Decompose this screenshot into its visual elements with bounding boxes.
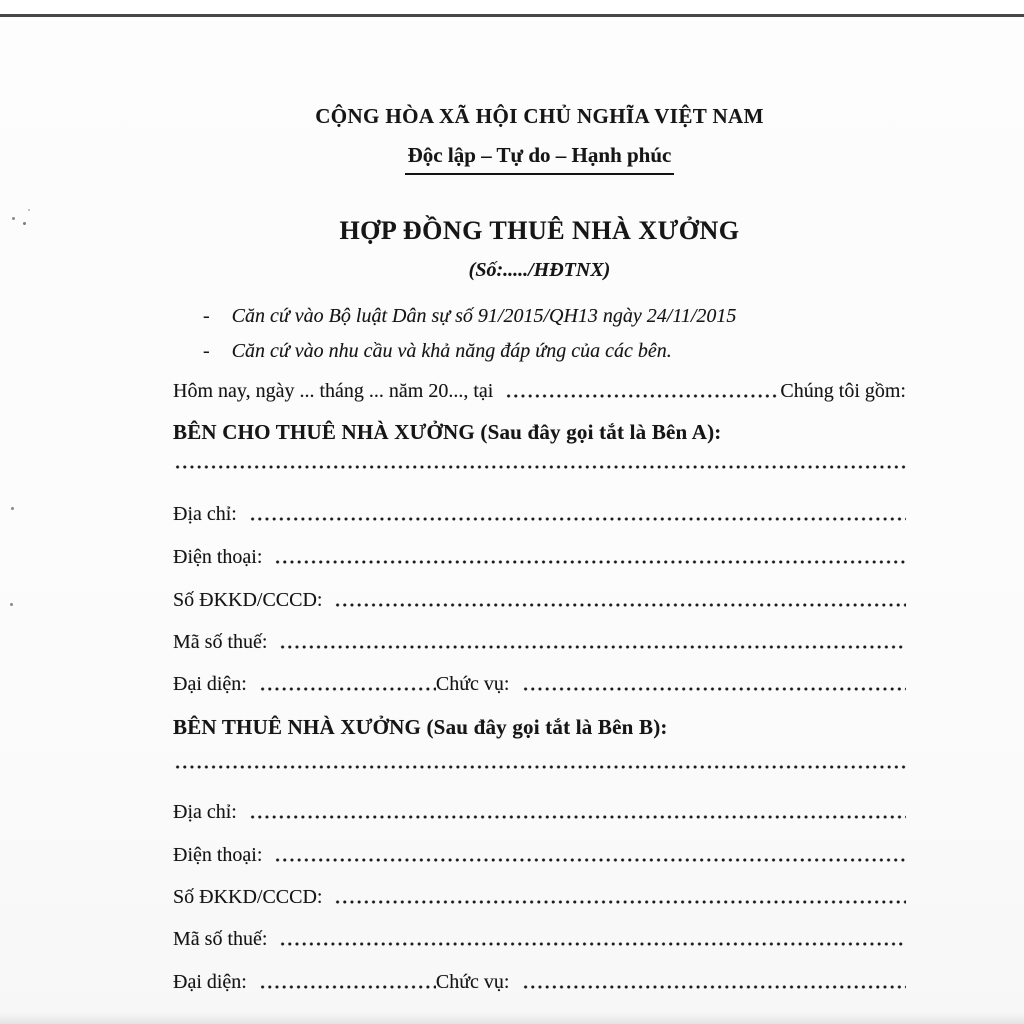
tax-label: Mã số thuế: (173, 928, 273, 950)
party-b-name-blank (173, 746, 906, 776)
registration-label: Số ĐKKD/CCCD: (173, 886, 328, 908)
contract-number: (Số:...../HĐTNX) (468, 259, 611, 281)
opening-line (173, 375, 906, 405)
tax-label: Mã số thuế: (173, 631, 273, 653)
recital-dash: - (203, 340, 210, 362)
party-b-heading: BÊN THUÊ NHÀ XƯỞNG (Sau đây gọi tắt là Bên B): (173, 715, 668, 739)
representative-label: Đại diện: (173, 673, 252, 695)
position-label: Chức vụ: (435, 971, 515, 993)
fill-in-dots (278, 626, 906, 656)
party-a-name-blank (173, 446, 906, 476)
fill-in-dots (273, 839, 906, 869)
scan-speck (28, 209, 30, 211)
recital-item (173, 300, 936, 330)
scan-speck (10, 603, 13, 606)
position-label: Chức vụ: (435, 673, 515, 695)
fill-in-dots (173, 446, 906, 476)
party-b-tax-row (173, 923, 906, 953)
page-top-edge (0, 14, 1024, 17)
fill-in-dots (273, 541, 906, 571)
fill-in-dots (173, 746, 906, 776)
fill-in-dots (248, 498, 906, 528)
fill-in-dots (504, 375, 780, 405)
recital-item (173, 335, 936, 365)
party-b-registration-row (173, 881, 906, 911)
address-label: Địa chỉ: (173, 503, 242, 525)
registration-label: Số ĐKKD/CCCD: (173, 589, 328, 611)
party-b-address-row (173, 796, 906, 826)
fill-in-dots (333, 881, 906, 911)
phone-label: Điện thoại: (173, 546, 268, 568)
fill-in-dots (521, 668, 907, 698)
recital-dash: - (203, 305, 210, 327)
fill-in-dots (521, 966, 907, 996)
party-a-address-row (173, 498, 906, 528)
fill-in-dots (258, 668, 436, 698)
phone-label: Điện thoại: (173, 844, 268, 866)
party-a-tax-row (173, 626, 906, 656)
fill-in-dots (333, 584, 906, 614)
fill-in-dots (278, 923, 906, 953)
scan-speck (23, 222, 26, 225)
party-b-representative-row (173, 966, 906, 996)
fill-in-dots (248, 796, 906, 826)
recital-text: Căn cứ vào Bộ luật Dân sự số 91/2015/QH13 ngày 24/11/2015 (231, 305, 737, 327)
fill-in-dots (258, 966, 436, 996)
representative-label: Đại diện: (173, 971, 252, 993)
party-a-heading: BÊN CHO THUÊ NHÀ XƯỞNG (Sau đây gọi tắt là Bên A): (173, 420, 722, 444)
recital-text: Căn cứ vào nhu cầu và khả năng đáp ứng của các bên. (231, 340, 672, 362)
national-motto-text: Độc lập – Tự do – Hạnh phúc (405, 142, 675, 175)
party-b-phone-row (173, 839, 906, 869)
party-a-representative-row (173, 668, 906, 698)
national-header: CỘNG HÒA XÃ HỘI CHỦ NGHĨA VIỆT NAM (315, 104, 764, 128)
scan-speck (12, 217, 15, 220)
scan-speck (11, 507, 14, 510)
party-a-registration-row (173, 584, 906, 614)
party-a-phone-row (173, 541, 906, 571)
national-motto (173, 142, 906, 175)
page-bottom-shadow (0, 1012, 1024, 1024)
opening-left-text: Hôm nay, ngày ... tháng ... năm 20..., tại (173, 380, 499, 402)
document-title: HỢP ĐỒNG THUÊ NHÀ XƯỞNG (339, 216, 740, 245)
opening-right-text: Chúng tôi gồm: (780, 380, 906, 402)
address-label: Địa chỉ: (173, 801, 242, 823)
